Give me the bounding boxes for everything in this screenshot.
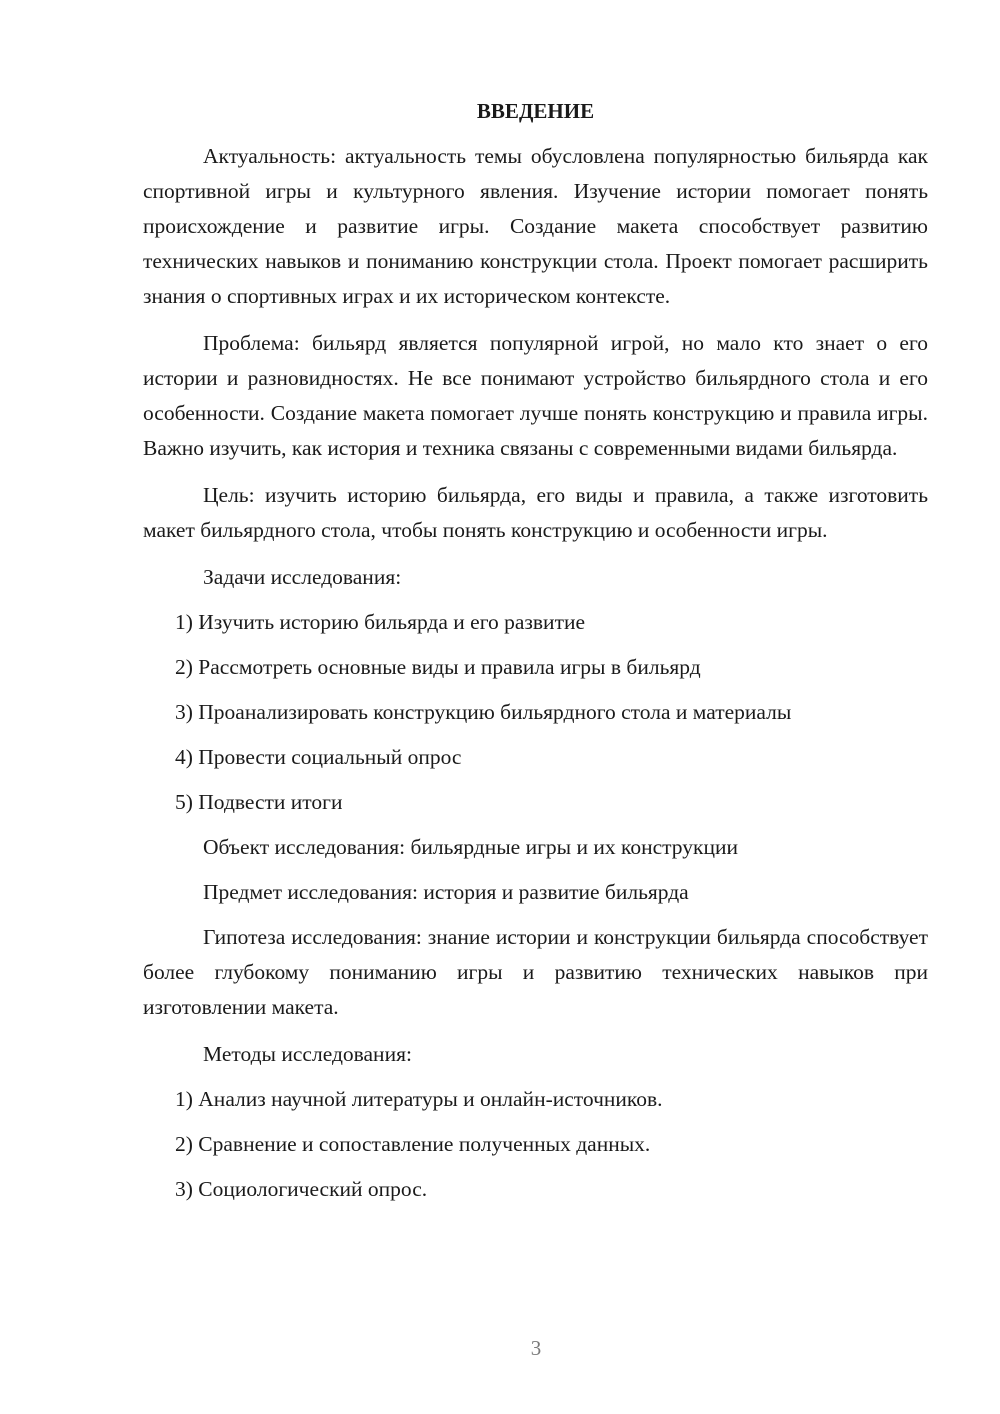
page-number: 3	[530, 1336, 542, 1360]
task-item: 1) Изучить историю бильярда и его развитие	[175, 610, 586, 634]
method-item: 1) Анализ научной литературы и онлайн-источников.	[175, 1087, 663, 1111]
relevance-paragraph: Актуальность: актуальность темы обусловлена популярностью бильярда как спортивной игры и культурного явления. Изучение истории помогает понять происхождение и развитие игры. Создание макета способствует развитию технических навыков и пониманию конструкции стола. Проект помогает расширить знания о спортивных играх и их историческом контексте.	[143, 144, 928, 308]
method-item: 3) Социологический опрос.	[175, 1177, 428, 1201]
goal-paragraph: Цель: изучить историю бильярда, его виды и правила, а также изготовить макет бильярдного стола, чтобы понять конструкцию и особенности игры.	[143, 483, 928, 542]
hypothesis-paragraph: Гипотеза исследования: знание истории и конструкции бильярда способствует более глубокому пониманию игры и развитию технических навыков при изготовлении макета.	[143, 925, 928, 1019]
task-item: 5) Подвести итоги	[175, 790, 343, 814]
tasks-heading: Задачи исследования:	[203, 565, 402, 589]
problem-paragraph: Проблема: бильярд является популярной игрой, но мало кто знает о его истории и разновидностях. Не все понимают устройство бильярдного стола и его особенности. Создание макета помогает лучше понять конструкцию и правила игры. Важно изучить, как история и техника связаны с современными видами бильярда.	[143, 331, 928, 460]
task-item: 3) Проанализировать конструкцию бильярдного стола и материалы	[175, 700, 792, 724]
method-item: 2) Сравнение и сопоставление полученных данных.	[175, 1132, 651, 1156]
subject-line: Предмет исследования: история и развитие бильярда	[203, 880, 689, 904]
task-item: 4) Провести социальный опрос	[175, 745, 462, 769]
page-content	[143, 96, 928, 1217]
section-title: ВВЕДЕНИЕ	[476, 99, 595, 123]
object-line: Объект исследования: бильярдные игры и их конструкции	[203, 835, 738, 859]
task-item: 2) Рассмотреть основные виды и правила игры в бильярд	[175, 655, 701, 679]
methods-heading: Методы исследования:	[203, 1042, 412, 1066]
